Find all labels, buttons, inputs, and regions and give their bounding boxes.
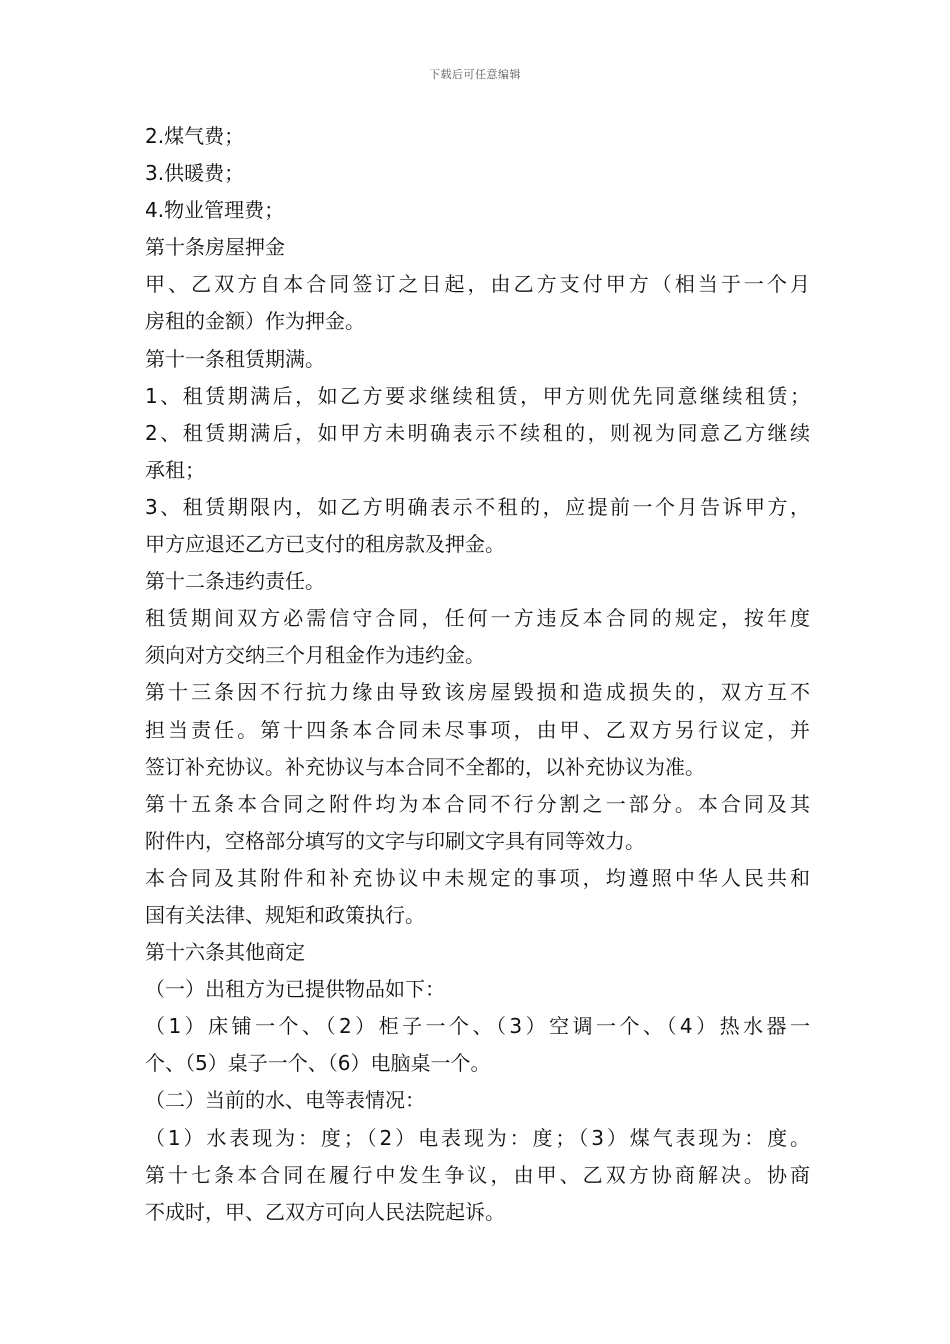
- paragraph-line: 租赁期间双方必需信守合同，任何一方违反本合同的规定，按年度: [145, 606, 810, 631]
- paragraph-line: 不成时，甲、乙双方可向人民法院起诉。: [145, 1199, 505, 1224]
- paragraph-line: 甲、乙双方自本合同签订之日起，由乙方支付甲方（相当于一个月: [145, 272, 810, 297]
- paragraph-line: 须向对方交纳三个月租金作为违约金。: [145, 643, 485, 668]
- section-heading: 第十二条违约责任。: [145, 569, 325, 594]
- paragraph-line: 2、租赁期满后，如甲方未明确表示不续租的，则视为同意乙方继续: [145, 420, 810, 445]
- paragraph-line: 甲方应退还乙方已支付的租房款及押金。: [145, 532, 505, 557]
- paragraph-line: （二）当前的水、电等表情况：: [145, 1088, 425, 1113]
- contract-body: [145, 118, 810, 1231]
- paragraph-line: 第十七条本合同在履行中发生争议，由甲、乙双方协商解决。协商: [145, 1162, 810, 1187]
- paragraph-line: （1）床铺一个、（2）柜子一个、（3）空调一个、（4）热水器一: [145, 1014, 810, 1039]
- paragraph-line: 房租的金额）作为押金。: [145, 309, 365, 334]
- paragraph-line: （1）水表现为：度；（2）电表现为：度；（3）煤气表现为：度。: [145, 1125, 810, 1150]
- section-heading: 第十条房屋押金: [145, 235, 285, 260]
- section-heading: 第十六条其他商定: [145, 940, 305, 965]
- paragraph-line: 3、租赁期限内，如乙方明确表示不租的，应提前一个月告诉甲方，: [145, 494, 810, 519]
- paragraph-line: 附件内，空格部分填写的文字与印刷文字具有同等效力。: [145, 828, 645, 853]
- paragraph-line: 第十三条因不行抗力缘由导致该房屋毁损和造成损失的，双方互不: [145, 680, 810, 705]
- paragraph-line: 1、租赁期满后，如乙方要求继续租赁，甲方则优先同意继续租赁；: [145, 383, 810, 408]
- paragraph-line: 担当责任。第十四条本合同未尽事项，由甲、乙双方另行议定，并: [145, 717, 810, 742]
- paragraph-line: （一）出租方为已提供物品如下：: [145, 977, 445, 1002]
- paragraph-line: 国有关法律、规矩和政策执行。: [145, 902, 425, 927]
- paragraph-line: 个、（5）桌子一个、（6）电脑桌一个。: [145, 1051, 491, 1076]
- paragraph-line: 4.物业管理费；: [145, 198, 285, 223]
- paragraph-line: 本合同及其附件和补充协议中未规定的事项，均遵照中华人民共和: [145, 865, 810, 890]
- paragraph-line: 承租；: [145, 457, 205, 482]
- page-header: 下载后可任意编辑: [429, 68, 521, 81]
- section-heading: 第十一条租赁期满。: [145, 346, 325, 371]
- paragraph-line: 2.煤气费；: [145, 124, 245, 148]
- paragraph-line: 第十五条本合同之附件均为本合同不行分割之一部分。本合同及其: [145, 791, 810, 816]
- paragraph-line: 3.供暖费；: [145, 161, 245, 186]
- paragraph-line: 签订补充协议。补充协议与本合同不全都的，以补充协议为准。: [145, 754, 705, 779]
